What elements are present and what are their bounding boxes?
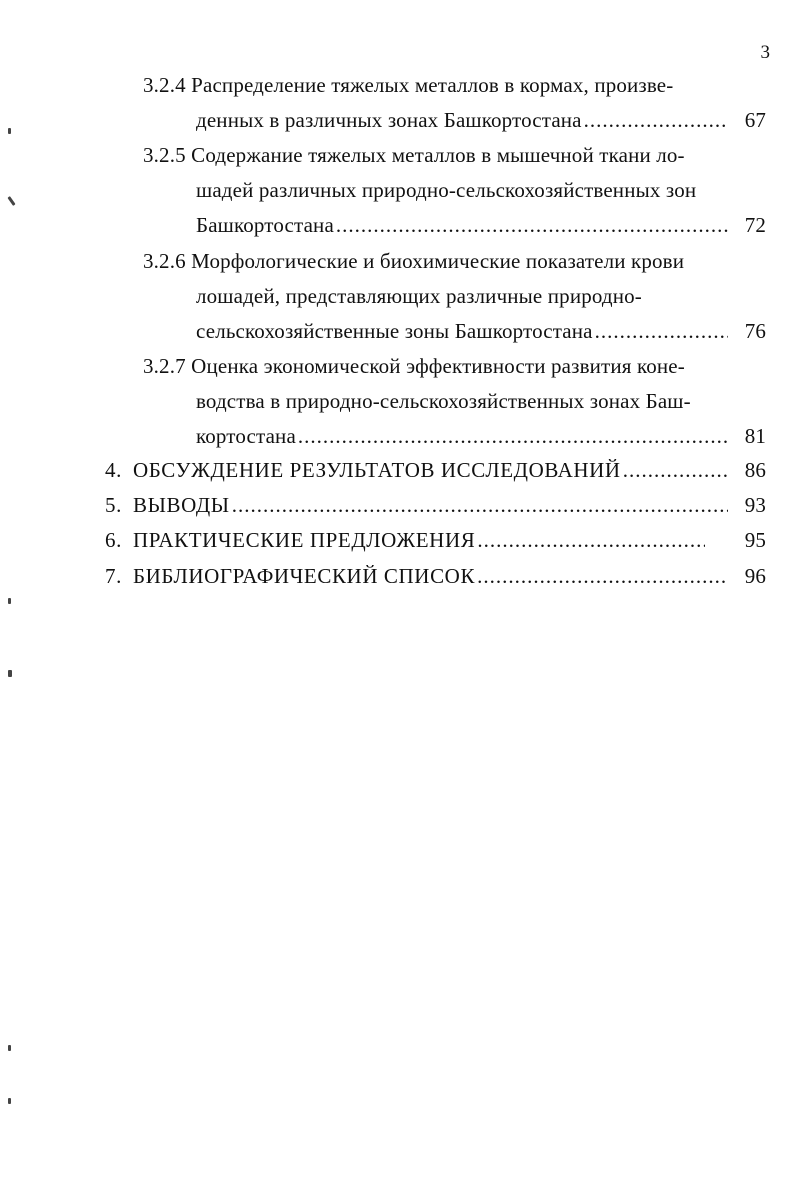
toc-entry-title-line: лошадей, представляющих различные природно- [196, 284, 642, 308]
toc-entry-page: 76 [744, 319, 766, 343]
leader-dots [477, 561, 728, 591]
scan-artifact [8, 1045, 11, 1051]
toc-entry-title-line: водства в природно-сельскохозяйственных зонах Баш- [196, 389, 691, 413]
leader-dots [477, 525, 705, 555]
toc-entry-title-line: ПРАКТИЧЕСКИЕ ПРЕДЛОЖЕНИЯ [133, 528, 476, 552]
leader-dots [584, 105, 728, 135]
toc-entry-title-line: Башкортостана [196, 213, 334, 237]
toc-entry-number: 4. [105, 458, 122, 482]
scan-artifact [8, 670, 12, 677]
scan-artifact [7, 196, 15, 206]
toc-entry-title-line: Морфологические и биохимические показатели крови [191, 249, 685, 273]
toc-entry-title-line: кортостана [196, 424, 296, 448]
leader-dots [232, 490, 728, 520]
leader-dots [623, 455, 728, 485]
toc-entry-title-line: шадей различных природно-сельскохозяйственных зон [196, 178, 697, 202]
leader-dots [595, 316, 728, 346]
toc-entry-number: 3.2.4 [143, 73, 186, 97]
scan-artifact [8, 1098, 11, 1104]
toc-entry-number: 7. [105, 564, 122, 588]
page-number: 3 [760, 42, 770, 63]
toc-entry-page: 93 [744, 493, 766, 517]
scan-artifact [8, 128, 11, 134]
toc-entry-title-line: БИБЛИОГРАФИЧЕСКИЙ СПИСОК [133, 564, 476, 588]
toc-entry-number: 6. [105, 528, 122, 552]
toc-entry-title-line: ОБСУЖДЕНИЕ РЕЗУЛЬТАТОВ ИССЛЕДОВАНИЙ [133, 458, 621, 482]
toc-entry-title-line: сельскохозяйственные зоны Башкортостана [196, 319, 593, 343]
toc-entry-number: 3.2.5 [143, 143, 186, 167]
leader-dots [298, 421, 728, 451]
toc-entry-title-line: Содержание тяжелых металлов в мышечной ткани ло- [191, 143, 685, 167]
toc-entry-page: 72 [744, 213, 766, 237]
toc-entry-page: 86 [744, 458, 766, 482]
leader-dots [336, 210, 728, 240]
toc-entry-page: 96 [744, 564, 766, 588]
toc-entry-number: 3.2.6 [143, 249, 186, 273]
toc-entry-page: 67 [744, 108, 766, 132]
toc-entry-title-line: ВЫВОДЫ [133, 493, 230, 517]
toc-entry-number: 3.2.7 [143, 354, 186, 378]
toc-entry-title-line: Распределение тяжелых металлов в кормах, произве- [191, 73, 674, 97]
scan-artifact [8, 598, 11, 604]
toc-entry-page: 95 [744, 528, 766, 552]
toc-entry-page: 81 [744, 424, 766, 448]
toc-entry-number: 5. [105, 493, 122, 517]
toc-entry-title-line: денных в различных зонах Башкортостана [196, 108, 582, 132]
toc-entry-title-line: Оценка экономической эффективности развития коне- [191, 354, 685, 378]
